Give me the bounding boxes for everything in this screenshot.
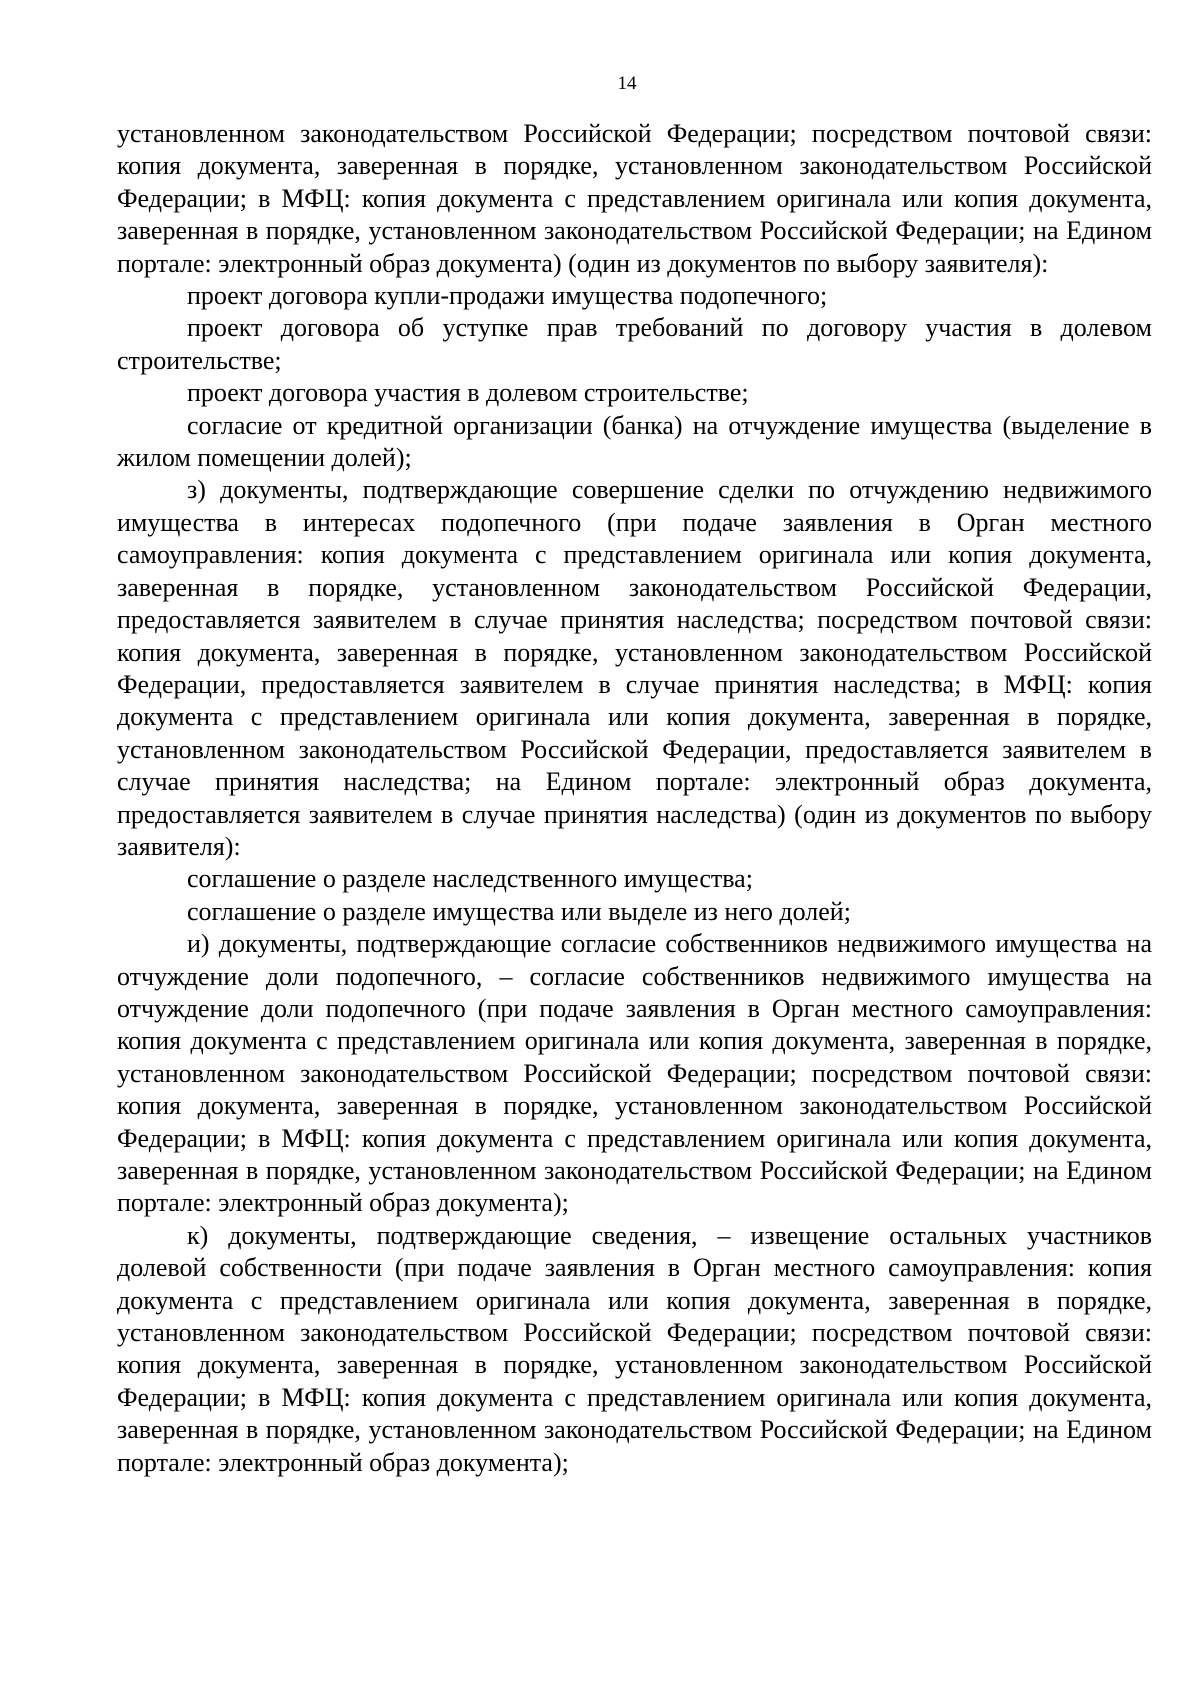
page-number: 14 xyxy=(617,73,637,94)
list-item-contract-assignment: проект договора об уступке прав требований по договору участия в долевом строительстве; xyxy=(117,313,1152,375)
paragraph-item-k: к) документы, подтверждающие сведения, – извещение остальных участников долевой собственности (при подаче заявления в Орган местного самоуправления: копия документа с представлением оригинала или копия документа, заверенная в порядке, установленном законодательством Российской Федерации; посредством почтовой связи: копия документа, заверенная в порядке, установленном законодательством Российской Федерации; в МФЦ: копия документа с представлением оригинала или копия документа, заверенная в порядке, установленном законодательством Российской Федерации; на Едином портале: электронный образ документа); xyxy=(117,1220,1152,1477)
paragraph-continuation: установленном законодательством Российской Федерации; посредством почтовой связи: копия документа, заверенная в порядке, установленном законодательством Российской Федерации; в МФЦ: копия документа с представлением оригинала или копия документа, заверенная в порядке, установленном законодательством Российской Федерации; на Едином портале: электронный образ документа) (один из документов по выбору заявителя): xyxy=(117,119,1152,278)
list-item-inheritance-division: соглашение о разделе наследственного имущества; xyxy=(187,864,753,894)
list-item-bank-consent: согласие от кредитной организации (банка) на отчуждение имущества (выделение в жилом помещении долей); xyxy=(117,410,1152,473)
document-body xyxy=(117,118,1152,1479)
list-item-contract-sale: проект договора купли-продажи имущества подопечного; xyxy=(187,281,828,311)
list-item-property-division: соглашение о разделе имущества или выделе из него долей; xyxy=(187,896,851,926)
list-item-contract-shared-construction: проект договора участия в долевом строительстве; xyxy=(187,378,749,408)
paragraph-item-i: и) документы, подтверждающие согласие собственников недвижимого имущества на отчуждение доли подопечного, – согласие собственников недвижимого имущества на отчуждение доли подопечного (при подаче заявления в Орган местного самоуправления: копия документа с представлением оригинала или копия документа, заверенная в порядке, установленном законодательством Российской Федерации; посредством почтовой связи: копия документа, заверенная в порядке, установленном законодательством Российской Федерации; в МФЦ: копия документа с представлением оригинала или копия документа, заверенная в порядке, установленном законодательством Российской Федерации; на Едином портале: электронный образ документа); xyxy=(117,929,1152,1218)
paragraph-item-z: з) документы, подтверждающие совершение сделки по отчуждению недвижимого имущества в интересах подопечного (при подаче заявления в Орган местного самоуправления: копия документа с представлением оригинала или копия документа, заверенная в порядке, установленном законодательством Российской Федерации, предоставляется заявителем в случае принятия наследства; посредством почтовой связи: копия документа, заверенная в порядке, установленном законодательством Российской Федерации, предоставляется заявителем в случае принятия наследства; в МФЦ: копия документа с представлением оригинала или копия документа, заверенная в порядке, установленном законодательством Российской Федерации, предоставляется заявителем в случае принятия наследства; на Едином портале: электронный образ документа, предоставляется заявителем в случае принятия наследства) (один из документов по выбору заявителя): xyxy=(117,475,1152,861)
